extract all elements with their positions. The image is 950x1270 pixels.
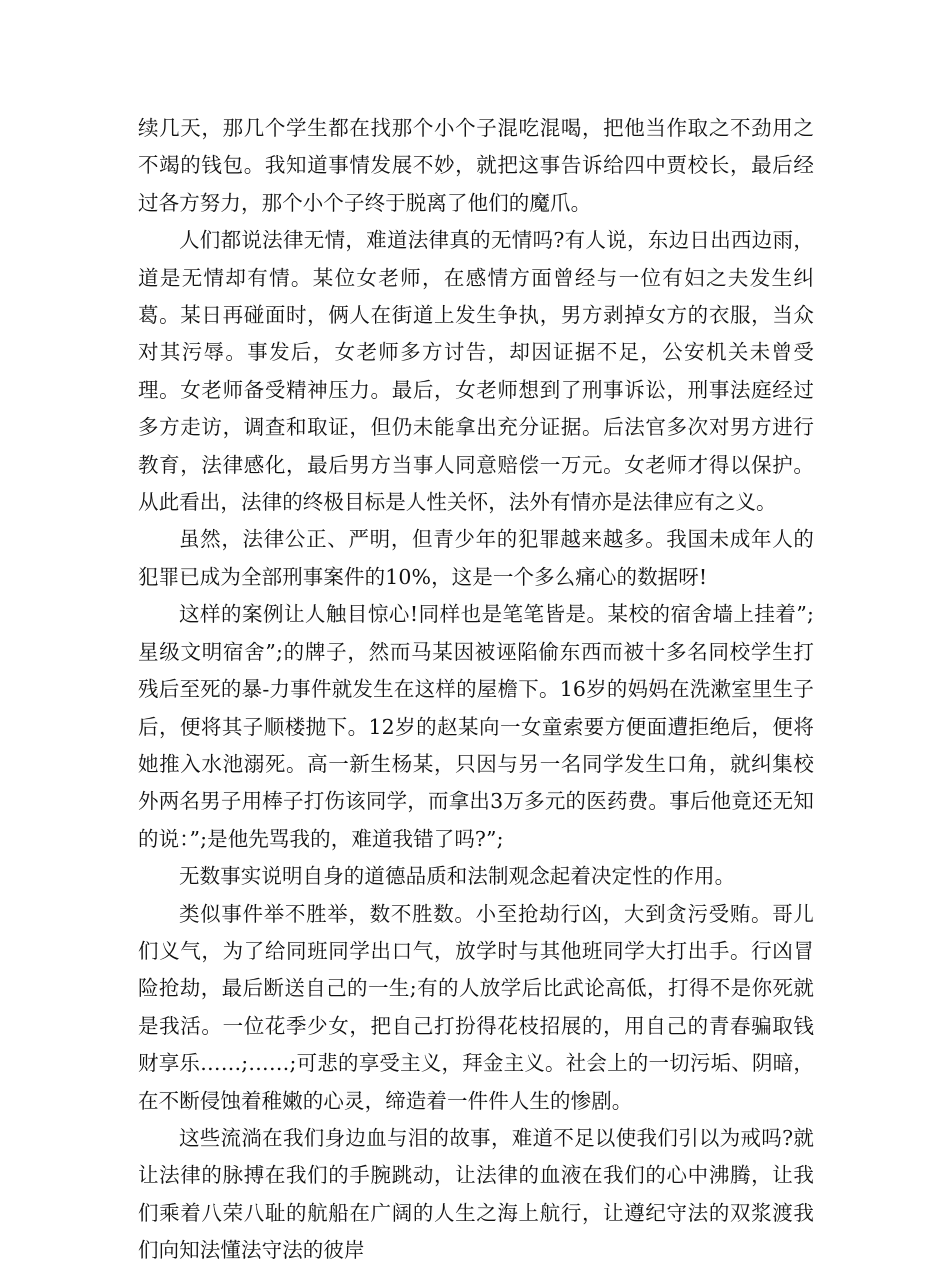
paragraph-3: 虽然，法律公正、严明，但青少年的犯罪越来越多。我国未成年人的犯罪已成为全部刑事案件的10%，这是一个多么痛心的数据呀! — [138, 527, 814, 589]
paragraph-1: 续几天，那几个学生都在找那个小个子混吃混喝，把他当作取之不劲用之不竭的钱包。我知道事情发展不妙，就把这事告诉给四中贾校长，最后经过各方努力，那个小个子终于脱离了他们的魔爪。 — [138, 116, 814, 215]
paragraph-4: 这样的案例让人触目惊心!同样也是笔笔皆是。某校的宿舍墙上挂着”;星级文明宿舍”;的牌子，然而马某因被诬陷偷东西而被十多名同校学生打残后至死的暴-力事件就发生在这样的屋檐下。16岁的妈妈在洗漱室里生子后，便将其子顺楼抛下。12岁的赵某向一女童索要方便面遭拒绝后，便将她推入水池溺死。高一新生杨某，只因与另一名同学发生口角，就纠集校外两名男子用棒子打伤该同学，而拿出3万多元的医药费。事后他竟还无知的说：”;是他先骂我的，难道我错了吗?”; — [138, 602, 814, 851]
document-body — [138, 110, 814, 1270]
paragraph-7: 这些流淌在我们身边血与泪的故事，难道不足以使我们引以为戒吗?就让法律的脉搏在我们的手腕跳动，让法律的血液在我们的心中沸腾，让我们乘着八荣八耻的航船在广阔的人生之海上航行，让遵纪守法的双浆渡我们向知法懂法守法的彼岸 — [138, 1125, 814, 1263]
paragraph-5: 无数事实说明自身的道德品质和法制观念起着决定性的作用。 — [179, 864, 736, 889]
paragraph-6: 类似事件举不胜举，数不胜数。小至抢劫行凶，大到贪污受贿。哥儿们义气，为了给同班同学出口气，放学时与其他班同学大打出手。行凶冒险抢劫，最后断送自己的一生;有的人放学后比武论高低，打得不是你死就是我活。一位花季少女，把自己打扮得花枝招展的，用自己的青春骗取钱财享乐……;……;可悲的享受主义，拜金主义。社会上的一切污垢、阴暗，在不断侵蚀着稚嫩的心灵，缔造着一件件人生的惨剧。 — [138, 901, 814, 1113]
paragraph-2: 人们都说法律无情，难道法律真的无情吗?有人说，东边日出西边雨，道是无情却有情。某位女老师，在感情方面曾经与一位有妇之夫发生纠葛。某日再碰面时，俩人在街道上发生争执，男方剥掉女方的衣服，当众对其污辱。事发后，女老师多方讨告，却因证据不足，公安机关未曾受理。女老师备受精神压力。最后，女老师想到了刑事诉讼，刑事法庭经过多方走访，调查和取证，但仍未能拿出充分证据。后法官多次对男方进行教育，法律感化，最后男方当事人同意赔偿一万元。女老师才得以保护。从此看出，法律的终极目标是人性关怀，法外有情亦是法律应有之义。 — [138, 228, 814, 515]
